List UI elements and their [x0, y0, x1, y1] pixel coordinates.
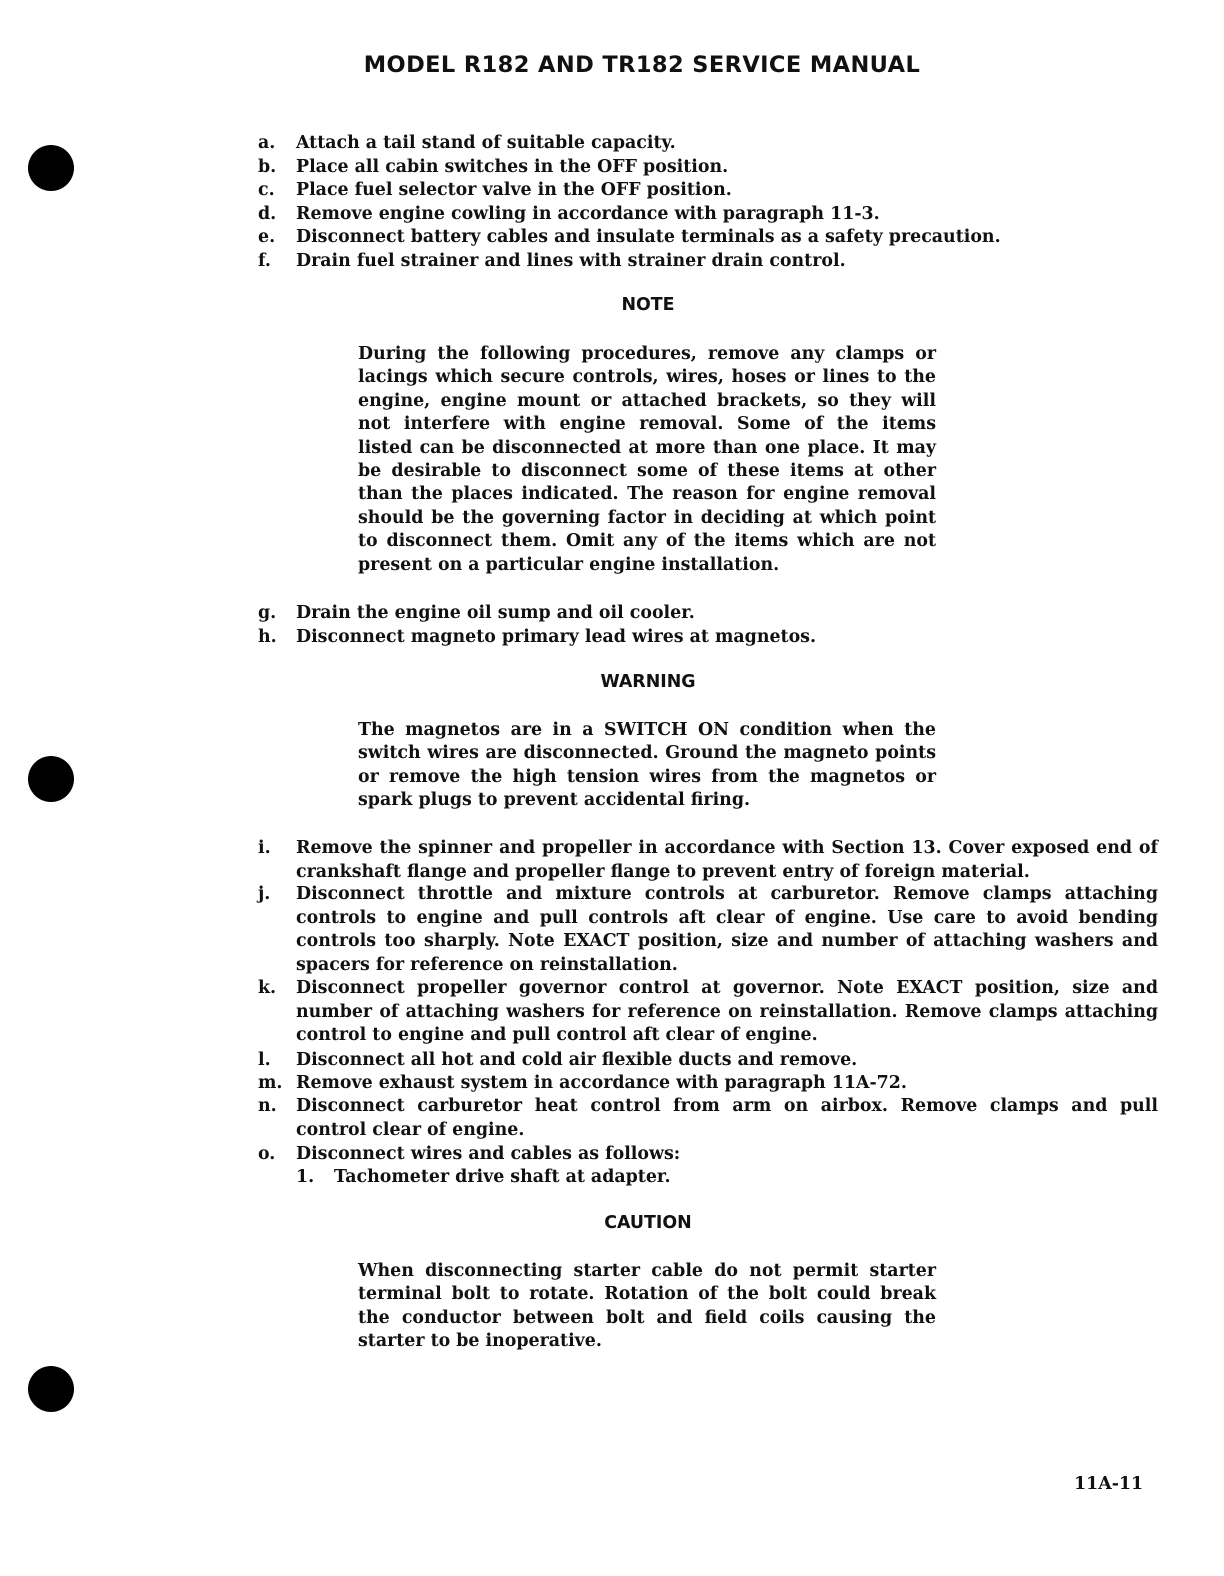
- step-c: c. Place fuel selector valve in the OFF position.: [258, 180, 732, 200]
- step-o: o. Disconnect wires and cables as follows:: [258, 1144, 681, 1164]
- page-title: MODEL R182 AND TR182 SERVICE MANUAL: [363, 52, 921, 78]
- substep-1: 1. Tachometer drive shaft at adapter.: [296, 1167, 671, 1187]
- step-a: a. Attach a tail stand of suitable capacity.: [258, 133, 676, 153]
- step-l: l. Disconnect all hot and cold air flexible ducts and remove.: [258, 1050, 858, 1070]
- note-heading: NOTE: [621, 295, 675, 315]
- step-i: i. Remove the spinner and propeller in accordance with Section 13. Cover exposed end of crankshaft flange and propeller flange to prevent entry of foreign material.: [258, 838, 1158, 882]
- warning-heading: WARNING: [600, 672, 696, 692]
- step-b: b. Place all cabin switches in the OFF position.: [258, 156, 729, 177]
- caution-heading: CAUTION: [604, 1213, 692, 1233]
- step-h: h. Disconnect magneto primary lead wires at magnetos.: [258, 626, 817, 647]
- caution-body: When disconnecting starter cable do not permit starter terminal bolt to rotate. Rotation of the bolt could break the conductor between bolt and field coils causing the starter to be inoperative.: [358, 1261, 936, 1352]
- step-g: g. Drain the engine oil sump and oil cooler.: [258, 603, 695, 623]
- step-d: d. Remove engine cowling in accordance with paragraph 11-3.: [258, 203, 880, 224]
- warning-body: The magnetos are in a SWITCH ON condition when the switch wires are disconnected. Ground the magneto points or remove the high tension wires from the magnetos or spark plugs to prevent accidental firing.: [358, 720, 936, 811]
- page-number: 11A-11: [1074, 1474, 1144, 1494]
- binder-hole-icon: [28, 1366, 74, 1412]
- step-j: j. Disconnect throttle and mixture controls at carburetor. Remove clamps attaching controls to engine and pull controls aft clear of engine. Use care to avoid bending controls too sharply. Note EXACT position, size and number of attaching washers and spacers for reference on reinstallation.: [258, 884, 1158, 975]
- binder-hole-icon: [28, 756, 74, 802]
- step-m: m. Remove exhaust system in accordance with paragraph 11A-72.: [258, 1073, 907, 1093]
- step-k: k. Disconnect propeller governor control at governor. Note EXACT position, size and number of attaching washers for reference on reinstallation. Remove clamps attaching control to engine and pull control aft clear of engine.: [258, 978, 1158, 1046]
- binder-hole-icon: [28, 145, 74, 191]
- step-f: f. Drain fuel strainer and lines with strainer drain control.: [258, 250, 846, 271]
- step-e: e. Disconnect battery cables and insulate terminals as a safety precaution.: [258, 227, 1001, 247]
- step-n: n. Disconnect carburetor heat control from arm on airbox. Remove clamps and pull control clear of engine.: [258, 1096, 1158, 1140]
- note-body: During the following procedures, remove any clamps or lacings which secure controls, wires, hoses or lines to the engine, engine mount or attached brackets, so they will not interfere with engine removal. Some of the items listed can be disconnected at more than one place. It may be desirable to disconnect some of these items at other than the places indicated. The reason for engine removal should be the governing factor in deciding at which point to disconnect them. Omit any of the items which are not present on a particular engine installation.: [358, 344, 936, 575]
